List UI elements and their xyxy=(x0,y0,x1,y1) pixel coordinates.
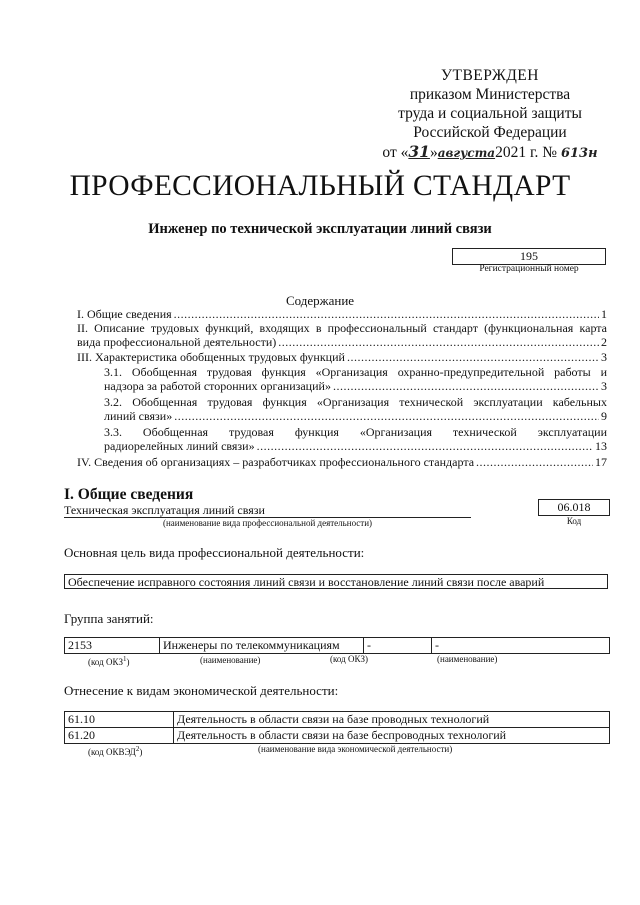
registration-number-box: 195 xyxy=(452,248,606,265)
group-caption-name: (наименование) xyxy=(200,655,261,665)
goal-text-box xyxy=(64,574,608,589)
toc-item-text: линий связи» xyxy=(104,409,173,423)
toc-heading: Содержание xyxy=(285,293,355,308)
registration-caption: Регистрационный номер xyxy=(479,264,579,274)
approval-line-2: приказом Министерства xyxy=(409,86,571,103)
toc-item[interactable] xyxy=(104,379,607,393)
okz-code-cell: 2153 xyxy=(65,638,160,653)
section-heading: I. Общие сведения xyxy=(64,486,194,503)
toc-item-page: 2 xyxy=(601,335,607,349)
toc-item-line1[interactable]: 3.1. Обобщенная трудовая функция «Организация охранно-предупредительной работы и xyxy=(104,365,607,379)
occupation-name-cell: Инженеры по телекоммуникациям xyxy=(160,638,364,653)
econ-label: Отнесение к видам экономической деятельности: xyxy=(64,683,339,698)
toc-item-text: I. Общие сведения xyxy=(77,307,172,321)
okved-code-cell: 61.20 xyxy=(65,728,174,743)
activity-caption: (наименование вида профессиональной деятельности) xyxy=(162,518,373,528)
date-prefix: от « xyxy=(382,144,409,161)
occupation-name-cell-2: - xyxy=(435,638,439,652)
main-title: ПРОФЕССИОНАЛЬНЫЙ СТАНДАРТ xyxy=(69,170,571,202)
toc-item[interactable] xyxy=(77,335,607,349)
econ-caption-name: (наименование вида экономической деятельности) xyxy=(258,744,453,754)
toc-item[interactable] xyxy=(104,409,607,423)
toc-item-line1[interactable]: 3.2. Обобщенная трудовая функция «Организация технической эксплуатации кабельных xyxy=(104,395,607,409)
toc-item-page: 9 xyxy=(601,409,607,423)
toc-item[interactable] xyxy=(104,439,607,453)
handwritten-day: 31 xyxy=(408,142,430,161)
toc-item-page: 1 xyxy=(601,307,607,321)
okz-code-cell-2: - xyxy=(364,638,432,653)
toc-item-line1[interactable]: 3.3. Обобщенная трудовая функция «Организация технической эксплуатации xyxy=(104,425,607,439)
approval-title: УТВЕРЖДЕН xyxy=(441,67,539,84)
toc-item-text: вида профессиональной деятельности) xyxy=(77,335,277,349)
code-caption: Код xyxy=(566,516,582,526)
handwritten-number: 613н xyxy=(560,146,598,161)
toc-item-page: 3 xyxy=(601,350,607,364)
toc-item-text: IV. Сведения об организациях – разработчиках профессионального стандарта xyxy=(77,455,475,469)
group-caption-name-2: (наименование) xyxy=(437,654,498,664)
toc-item[interactable] xyxy=(77,307,607,321)
toc-item-text: надзора за работой сторонних организаций» xyxy=(104,379,331,393)
toc-item-page: 13 xyxy=(595,439,607,453)
okved-name-cell: Деятельность в области связи на базе беспроводных технологий xyxy=(177,728,507,742)
okved-name-cell: Деятельность в области связи на базе проводных технологий xyxy=(177,712,490,726)
group-table-row xyxy=(64,637,610,654)
group-caption-okz: (код ОКЗ$^1$) xyxy=(88,655,130,667)
approval-line-4: Российской Федерации xyxy=(413,124,567,141)
date-separator: » xyxy=(429,144,438,161)
activity-name-field xyxy=(64,503,471,518)
handwritten-month: августа xyxy=(437,146,496,160)
approval-block xyxy=(370,66,610,163)
group-label: Группа занятий: xyxy=(64,611,154,626)
approval-line-3: труда и социальной защиты xyxy=(398,105,582,122)
toc-item-text: III. Характеристика обобщенных трудовых функций xyxy=(77,350,345,364)
econ-caption-okved: (код ОКВЭД$^2$) xyxy=(88,745,143,757)
toc-item-page: 3 xyxy=(601,379,607,393)
date-year: 2021 г. № xyxy=(495,144,558,161)
toc-item[interactable] xyxy=(77,455,607,469)
toc-item-text: радиорелейных линий связи» xyxy=(104,439,255,453)
standard-subtitle: Инженер по технической эксплуатации линий связи xyxy=(148,221,492,237)
econ-table-row xyxy=(64,711,610,728)
econ-table-row xyxy=(64,727,610,744)
toc-item-line1[interactable]: II. Описание трудовых функций, входящих в профессиональный стандарт (функциональная карта xyxy=(77,321,607,335)
group-caption-okz-2: (код ОКЗ) xyxy=(330,654,368,664)
toc-item[interactable] xyxy=(77,350,607,364)
activity-code-box: 06.018 xyxy=(538,499,610,516)
okved-code-cell: 61.10 xyxy=(65,712,174,727)
goal-label: Основная цель вида профессиональной деятельности: xyxy=(64,545,365,560)
approval-date-line xyxy=(370,142,610,163)
toc-item-page: 17 xyxy=(595,455,607,469)
goal-text: Обеспечение исправного состояния линий связи и восстановление линий связи после аварий xyxy=(68,575,545,589)
activity-name: Техническая эксплуатация линий связи xyxy=(64,503,265,517)
